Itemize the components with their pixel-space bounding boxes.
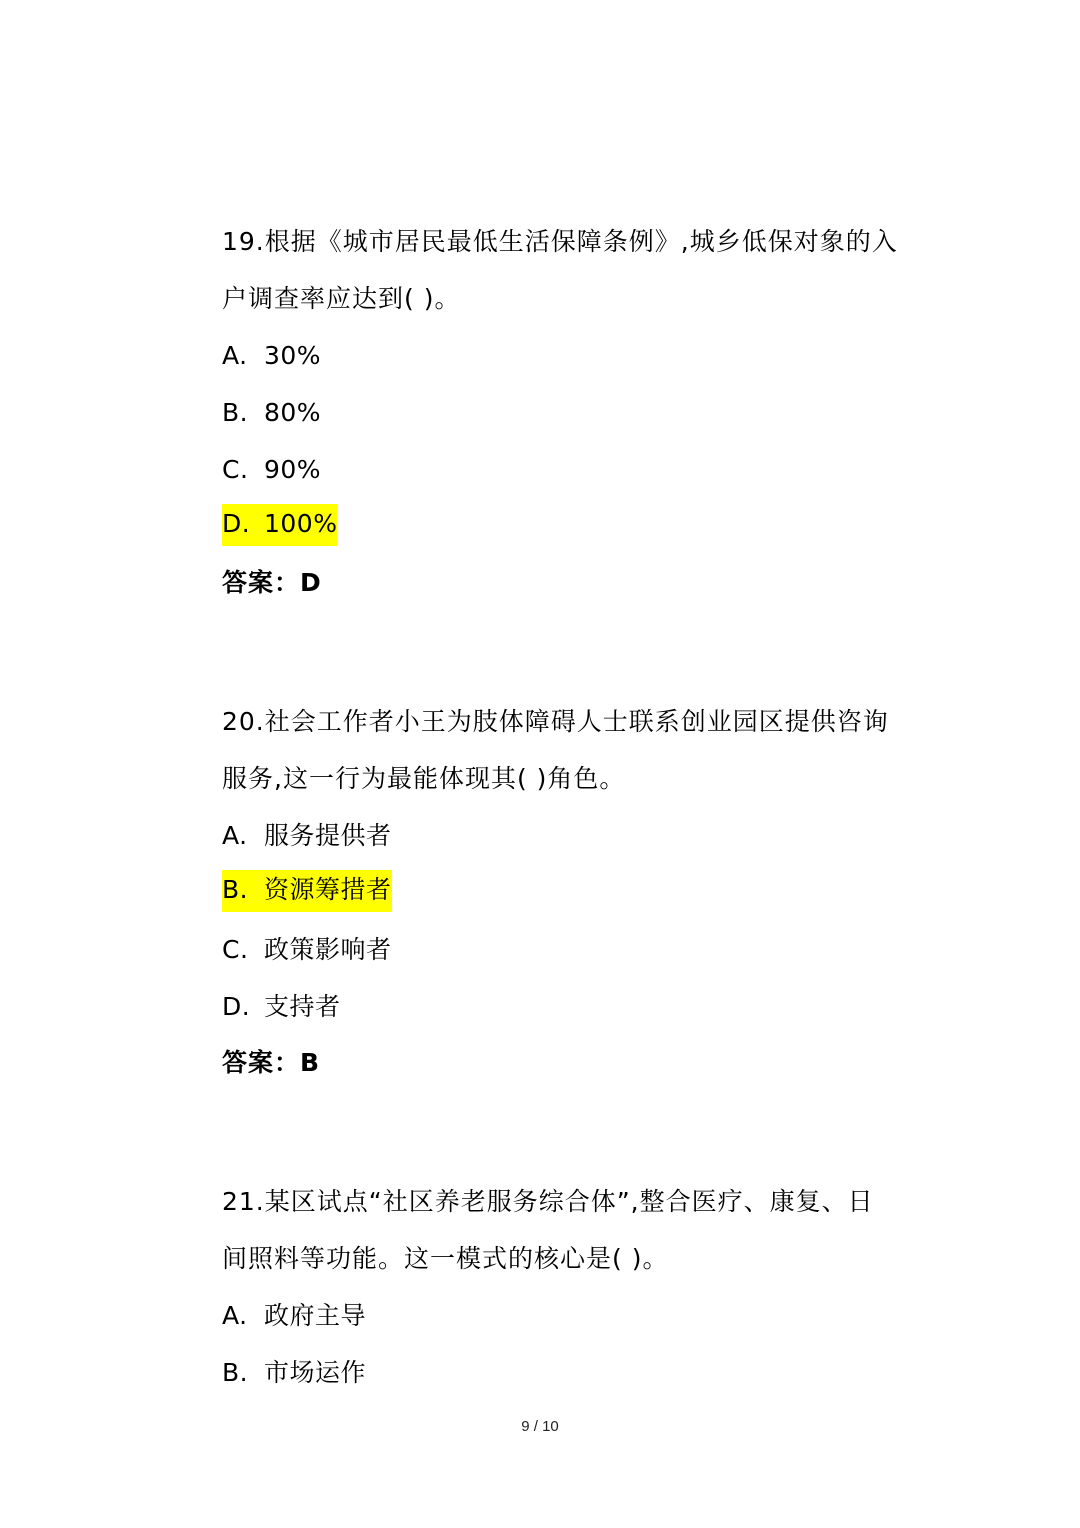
page-number: 9 / 10 xyxy=(521,1418,559,1435)
question-20-option-b-highlighted xyxy=(222,870,392,912)
question-19-stem-line-2: 户调查率应达到( )。 xyxy=(222,284,461,313)
question-20-option-c: C. 政策影响者 xyxy=(222,935,392,964)
question-19-option-a: A. 30% xyxy=(222,341,322,370)
answer-highlight: B. 资源筹措者 xyxy=(222,870,392,912)
question-19-stem-line-1: 19.根据《城市居民最低生活保障条例》,城乡低保对象的入 xyxy=(222,227,898,256)
question-20-stem-line-1: 20.社会工作者小王为肢体障碍人士联系创业园区提供咨询 xyxy=(222,707,889,736)
question-21-stem-line-1: 21.某区试点“社区养老服务综合体”,整合医疗、康复、日 xyxy=(222,1187,874,1216)
question-21-option-b: B. 市场运作 xyxy=(222,1358,367,1387)
question-21-option-a: A. 政府主导 xyxy=(222,1301,367,1330)
question-20-option-d: D. 支持者 xyxy=(222,992,341,1021)
question-21-stem-line-2: 间照料等功能。这一模式的核心是( )。 xyxy=(222,1244,669,1273)
question-19-option-b: B. 80% xyxy=(222,398,322,427)
question-19-option-d-highlighted xyxy=(222,504,337,546)
question-19-answer: 答案：D xyxy=(222,568,322,597)
answer-highlight: D. 100% xyxy=(222,504,337,546)
question-20-option-a: A. 服务提供者 xyxy=(222,821,392,850)
question-20-stem-line-2: 服务,这一行为最能体现其( )角色。 xyxy=(222,764,626,793)
question-19-option-c: C. 90% xyxy=(222,455,322,484)
question-20-answer: 答案：B xyxy=(222,1048,321,1077)
